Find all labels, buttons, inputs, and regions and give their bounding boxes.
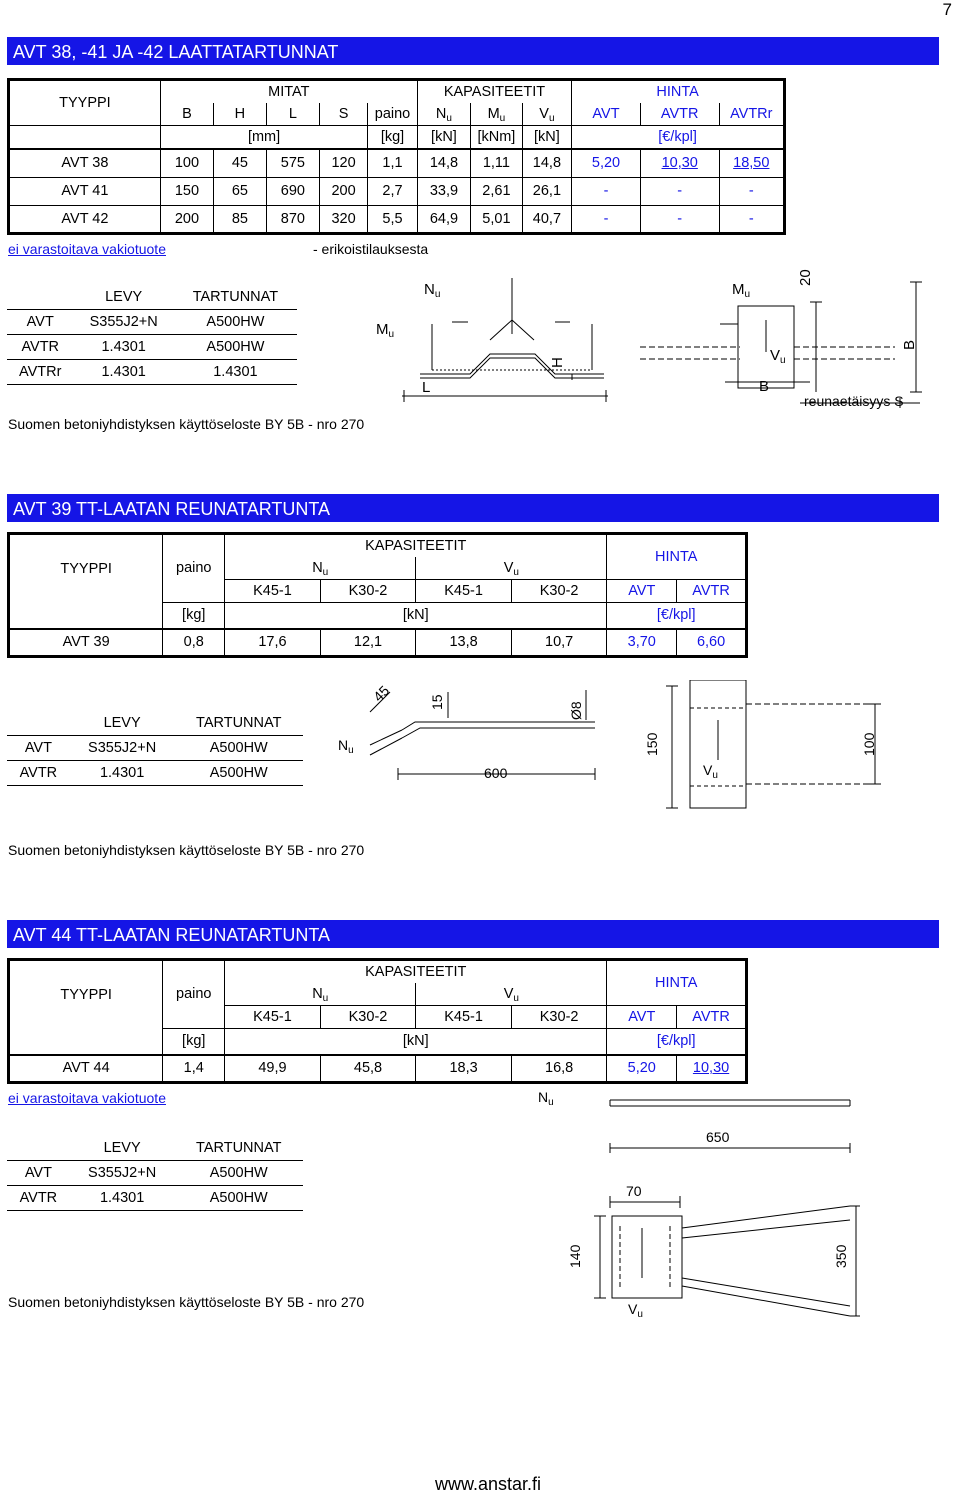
label-150: 150 — [644, 732, 660, 756]
label-V: $V_u$ — [628, 1301, 643, 1320]
avt38-spec-table — [7, 78, 786, 235]
materials-table — [7, 285, 297, 385]
label-650: 650 — [706, 1129, 730, 1145]
cell-Nu: 14,8 — [417, 149, 470, 177]
cell-price-avtrr: - — [719, 205, 784, 233]
cell-S: 200 — [319, 177, 367, 205]
cell-type: AVT 38 — [9, 149, 161, 177]
label-B-side: B — [901, 339, 918, 350]
cell-price-avtr: 10,30 — [640, 149, 719, 177]
col-group-kapasiteetit: KAPASITEETIT — [443, 84, 546, 100]
footnote-by5b: Suomen betoniyhdistyksen käyttöseloste BY 5B - nro 270 — [8, 842, 365, 858]
note-stock: ei varastoitava vakiotuote — [8, 1090, 166, 1106]
label-600: 600 — [484, 765, 508, 781]
unit-kg: [kg] — [380, 129, 405, 145]
col-levy: LEVY — [73, 285, 173, 310]
unit-mm: [mm] — [247, 129, 281, 145]
subscript-u: u — [446, 113, 452, 124]
note-stock: ei varastoitava vakiotuote — [8, 241, 166, 257]
label-L: L — [422, 379, 431, 396]
section-title-avt39: AVT 39 TT-LAATAN REUNATARTUNTA — [7, 494, 939, 522]
col-Mu: M — [487, 106, 500, 122]
cell-H: 85 — [213, 205, 266, 233]
footnote-by5b: Suomen betoniyhdistyksen käyttöseloste BY 5B - nro 270 — [8, 416, 365, 432]
col-paino: paino — [374, 106, 411, 122]
col-Vu: V — [539, 106, 549, 122]
cell-B: 100 — [160, 149, 213, 177]
col-tyyppi: TYYPPI — [60, 560, 112, 577]
cell-H: 45 — [213, 149, 266, 177]
col-k30-2: K30-2 — [320, 580, 416, 603]
table-row: AVT 44 1,4 49,9 45,8 18,3 16,8 5,20 10,30 — [9, 1055, 747, 1083]
cell-price-avt: - — [572, 177, 641, 205]
cell-B: 150 — [160, 177, 213, 205]
cell-paino: 2,7 — [368, 177, 418, 205]
cell-Mu: 1,11 — [471, 149, 523, 177]
col-L: L — [288, 106, 297, 122]
footer-url[interactable]: www.anstar.fi — [435, 1474, 542, 1494]
label-100: 100 — [861, 732, 877, 756]
cell-Vu: 14,8 — [522, 149, 571, 177]
col-k45-1: K45-1 — [225, 580, 321, 603]
col-Nu: N — [435, 106, 447, 122]
unit-kg: [kg] — [163, 603, 225, 629]
col-tartunnat: TARTUNNAT — [174, 285, 297, 310]
col-tyyppi: TYYPPI — [59, 95, 111, 111]
cell-paino: 1,1 — [368, 149, 418, 177]
col-group-mitat: MITAT — [268, 84, 310, 100]
material-row: AVTR 1.4301 A500HW — [7, 335, 297, 360]
material-row: AVTR 1.4301 A500HW — [7, 761, 303, 786]
label-M: $M_u$ — [376, 321, 395, 340]
cell-L: 690 — [266, 177, 319, 205]
cell-L: 870 — [266, 205, 319, 233]
unit-eur: [€/kpl] — [658, 129, 697, 145]
cell-price-avt: - — [572, 205, 641, 233]
col-avt-price: AVT — [607, 580, 677, 603]
col-S: S — [338, 106, 349, 122]
avt44-spec-table: TYYPPI KAPASITEETIT HINTA paino $N_u$ $V_u$ K45-1 K30-2 K45-1 K30-2 AVT AVTR [kg] [kN] [€/kpl] AVT 44 1,4 49,9 45,8 18,3 16,8 5,20 10,30 — [7, 958, 748, 1084]
label-M2: $M_u$ — [732, 281, 751, 300]
subscript-u: u — [548, 113, 555, 124]
cell-S: 120 — [319, 149, 367, 177]
cell-S: 320 — [319, 205, 367, 233]
col-group-hinta: HINTA — [654, 549, 698, 565]
cell-Vu: 40,7 — [522, 205, 571, 233]
col-avtr-price: AVTR — [660, 106, 699, 122]
label-V: $V_u$ — [703, 762, 718, 781]
label-H: H — [549, 357, 566, 368]
cell-price-avt: 5,20 — [572, 149, 641, 177]
cell-Nu: 33,9 — [417, 177, 470, 205]
avt38-drawing — [340, 262, 940, 412]
cell-Vu: 26,1 — [522, 177, 571, 205]
col-B: B — [182, 106, 192, 122]
col-avtr-price: AVTR — [677, 580, 747, 603]
cell-Mu: 5,01 — [471, 205, 523, 233]
cell-type: AVT 41 — [9, 177, 161, 205]
cell-price-avtr: - — [640, 177, 719, 205]
label-reunaetaisyys: reunaetäisyys S — [804, 393, 904, 409]
label-B: B — [759, 378, 770, 395]
label-N: $N_u$ — [424, 281, 441, 300]
footnote-by5b: Suomen betoniyhdistyksen käyttöseloste BY 5B - nro 270 — [8, 1294, 365, 1310]
label-350: 350 — [833, 1244, 849, 1268]
label-70: 70 — [626, 1183, 642, 1199]
table-row: AVT 39 0,8 17,6 12,1 13,8 10,7 3,70 6,60 — [9, 629, 747, 657]
material-row: AVT S355J2+N A500HW — [7, 736, 303, 761]
section-title-avt38: AVT 38, -41 JA -42 LAATTATARTUNNAT — [7, 37, 939, 65]
label-d8: Ø8 — [568, 701, 584, 720]
unit-kN: [kN] — [431, 129, 457, 145]
cell-L: 575 — [266, 149, 319, 177]
label-140: 140 — [567, 1244, 583, 1268]
label-45: 45 — [369, 682, 393, 705]
label-20: 20 — [797, 269, 814, 286]
col-group-hinta: HINTA — [656, 84, 699, 100]
table-row — [9, 205, 785, 233]
col-group-kapasiteetit: KAPASITEETIT — [365, 538, 467, 554]
cell-type: AVT 42 — [9, 205, 161, 233]
label-N: $N_u$ — [338, 737, 354, 756]
material-row: AVT S355J2+N A500HW — [7, 310, 297, 335]
col-k30-2: K30-2 — [511, 580, 607, 603]
cell-price-avtrr: - — [719, 177, 784, 205]
col-k45-1: K45-1 — [416, 580, 512, 603]
material-row: AVTRr 1.4301 1.4301 — [7, 360, 297, 385]
col-paino: paino — [176, 560, 212, 577]
label-N: $N_u$ — [538, 1089, 554, 1108]
col-Nu: N — [312, 560, 323, 576]
label-15: 15 — [429, 694, 445, 710]
material-row: AVT S355J2+N A500HW — [7, 1161, 303, 1186]
material-row: AVTR 1.4301 A500HW — [7, 1186, 303, 1211]
unit-eur: [€/kpl] — [607, 603, 747, 629]
table-row — [9, 177, 785, 205]
cell-H: 65 — [213, 177, 266, 205]
unit-kN: [kN] — [534, 129, 560, 145]
col-Vu: V — [503, 560, 514, 576]
unit-kNm: [kNm] — [477, 129, 516, 145]
cell-price-avtrr: 18,50 — [719, 149, 784, 177]
page-number: 7 — [942, 0, 952, 19]
cell-Nu: 64,9 — [417, 205, 470, 233]
avt39-spec-table: TYYPPI KAPASITEETIT HINTA paino $N_u$ $V_u$ K45-1 K30-2 K45-1 K30-2 AVT AVTR [kg] [kN] [€/kpl] AVT 39 0,8 17,6 12,1 13,8 10,7 3,70 6,60 — [7, 532, 748, 658]
cell-paino: 5,5 — [368, 205, 418, 233]
col-avt-price: AVT — [592, 106, 620, 122]
materials-table-avt39: LEVY TARTUNNAT AVT S355J2+N A500HW AVTR 1.4301 A500HW — [7, 711, 303, 786]
cell-price-avtr: - — [640, 205, 719, 233]
cell-Mu: 2,61 — [471, 177, 523, 205]
section-title-avt44: AVT 44 TT-LAATAN REUNATARTUNTA — [7, 920, 939, 948]
label-V: $V_u$ — [770, 347, 786, 366]
cell-B: 200 — [160, 205, 213, 233]
avt44-drawing — [520, 1088, 860, 1328]
note-special: - erikoistilauksesta — [313, 241, 429, 257]
unit-kN: [kN] — [225, 603, 607, 629]
col-avtrr-price: AVTRr — [730, 106, 773, 122]
materials-table-avt44: LEVY TARTUNNAT AVT S355J2+N A500HW AVTR 1.4301 A500HW — [7, 1136, 303, 1211]
table-row — [9, 149, 785, 177]
subscript-u: u — [499, 113, 506, 124]
avt39-drawing — [330, 680, 890, 810]
col-H: H — [234, 106, 246, 122]
